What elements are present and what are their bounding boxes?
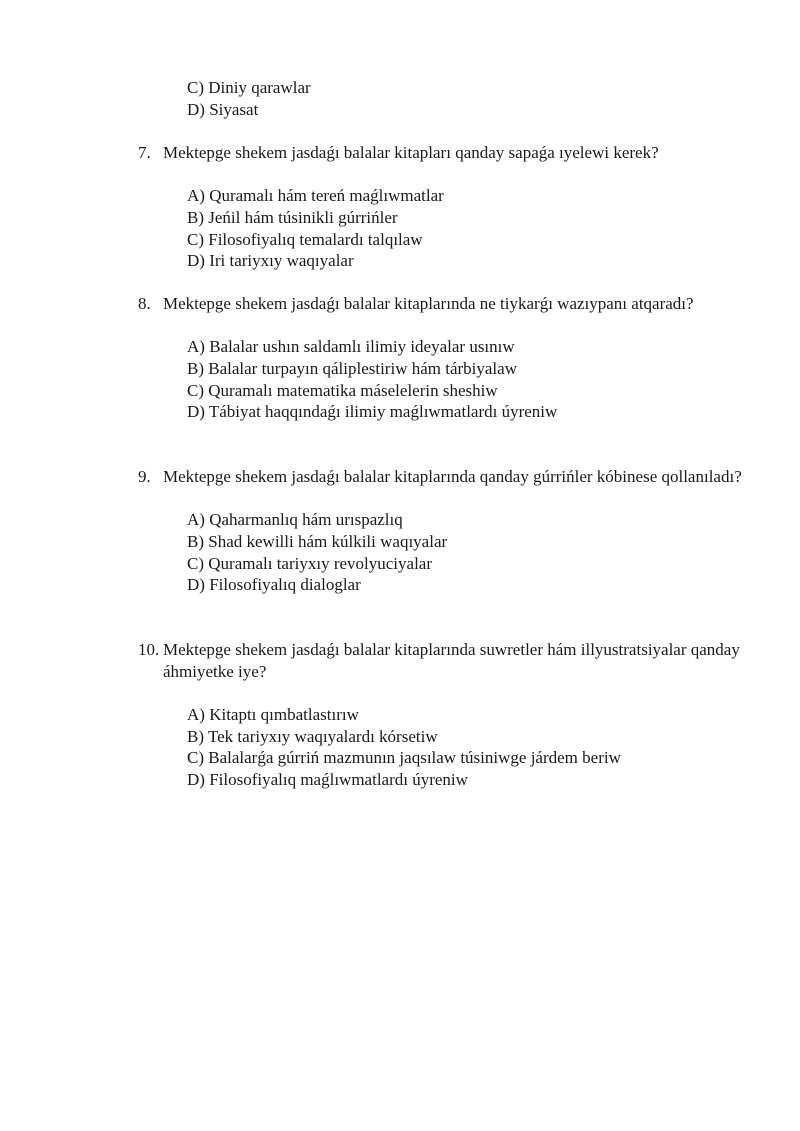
option-c: C) Diniy qarawlar bbox=[187, 78, 311, 97]
question-7 bbox=[138, 142, 758, 272]
option-c: C) Quramalı matematika máselelerin sheshiw bbox=[187, 380, 498, 400]
question-number: 7. bbox=[138, 143, 151, 162]
question-text: Mektepge shekem jasdaǵı balalar kitaplarında ne tiykarǵı wazıypanı atqaradı? bbox=[163, 294, 694, 313]
question-8 bbox=[138, 293, 758, 423]
answer-options bbox=[187, 336, 758, 423]
option-d: D) Filosofiyalıq maǵlıwmatlardı úyreniw bbox=[187, 770, 468, 790]
question-number: 10. bbox=[138, 640, 160, 659]
option-d: D) Filosofiyalıq dialoglar bbox=[187, 575, 361, 595]
option-c: C) Balalarǵa gúrriń mazmunın jaqsılaw túsiniwge járdem beriw bbox=[187, 748, 621, 768]
option-b: B) Balalar turpayın qáliplestiriw hám tárbiyalaw bbox=[187, 358, 517, 378]
option-c: C) Filosofiyalıq temalardı talqılaw bbox=[187, 229, 423, 249]
option-a: A) Quramalı hám tereń maǵlıwmatlar bbox=[187, 186, 444, 206]
option-c: C) Quramalı tariyxıy revolyuciyalar bbox=[187, 553, 432, 573]
previous-question-options bbox=[187, 77, 311, 120]
question-10 bbox=[138, 639, 758, 791]
answer-options bbox=[187, 704, 758, 791]
option-b: B) Tek tariyxıy waqıyalardı kórsetiw bbox=[187, 726, 438, 746]
question-text: Mektepge shekem jasdaǵı balalar kitaplarında qanday gúrrińler kóbinese qollanıladı? bbox=[163, 467, 742, 486]
question-text: Mektepge shekem jasdaǵı balalar kitaplarında suwretler hám illyustratsiyalar qanday áhmiyetke iye? bbox=[163, 640, 740, 681]
question-text: Mektepge shekem jasdaǵı balalar kitapları qanday sapaǵa ıyelewi kerek? bbox=[163, 143, 659, 162]
question-number: 9. bbox=[138, 467, 151, 486]
question-number: 8. bbox=[138, 294, 151, 313]
option-a: A) Balalar ushın saldamlı ilimiy ideyalar usınıw bbox=[187, 337, 515, 357]
option-d: D) Tábiyat haqqındaǵı ilimiy maǵlıwmatlardı úyreniw bbox=[187, 402, 558, 422]
answer-options bbox=[187, 509, 758, 596]
answer-options bbox=[187, 185, 758, 272]
option-a: A) Qaharmanlıq hám urıspazlıq bbox=[187, 510, 403, 530]
option-a: A) Kitaptı qımbatlastırıw bbox=[187, 704, 359, 724]
option-b: B) Jeńil hám túsinikli gúrrińler bbox=[187, 207, 398, 227]
option-b: B) Shad kewilli hám kúlkili waqıyalar bbox=[187, 531, 448, 551]
option-d: D) Siyasat bbox=[187, 99, 259, 119]
question-9 bbox=[138, 466, 758, 596]
option-d: D) Iri tariyxıy waqıyalar bbox=[187, 251, 354, 271]
